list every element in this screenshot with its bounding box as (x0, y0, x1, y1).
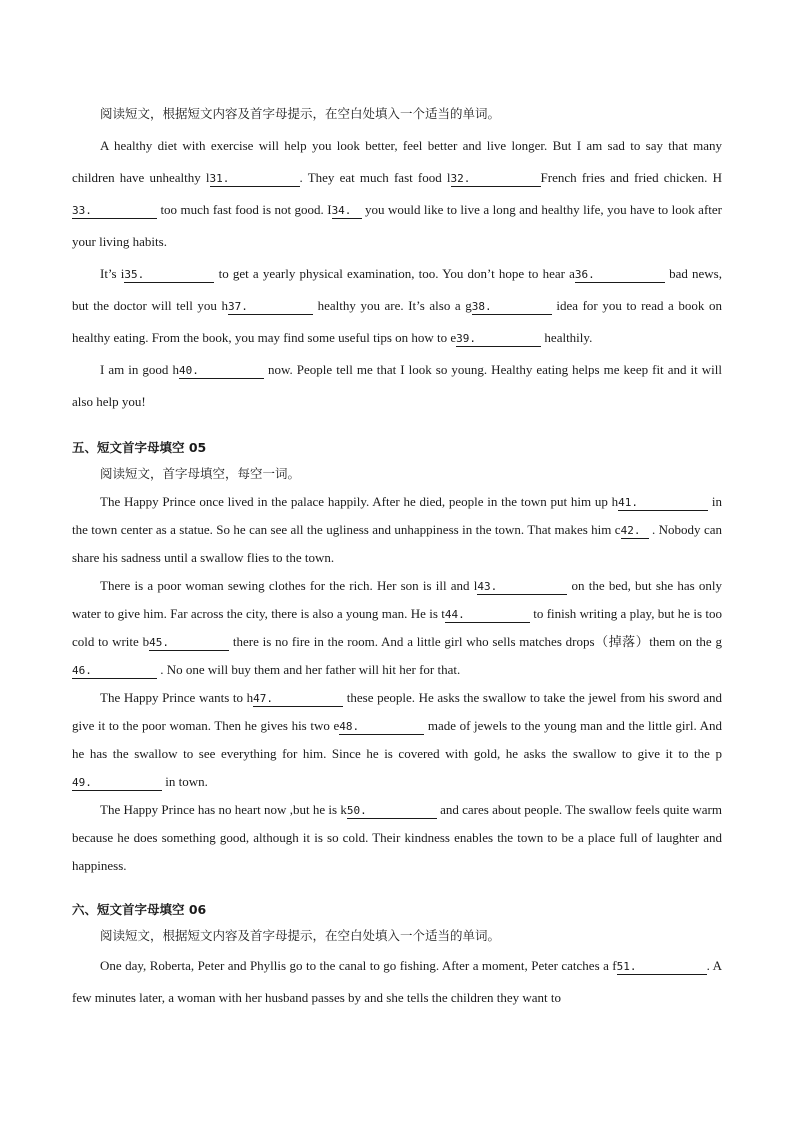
answer-blank-37[interactable]: 37. (228, 300, 313, 315)
passage-text: healthily. (541, 330, 593, 345)
answer-blank-33[interactable]: 33. (72, 204, 157, 219)
answer-blank-39[interactable]: 39. (456, 332, 541, 347)
section-spacer (72, 418, 722, 436)
passage-text: The Happy Prince wants to h (100, 690, 254, 705)
answer-blank-45[interactable]: 45. (149, 636, 229, 651)
section-4-paragraph-1 (72, 130, 722, 258)
section-6-instruction: 阅读短文，根据短文内容及首字母提示，在空白处填入一个适当的单词。 (100, 928, 501, 943)
answer-blank-49[interactable]: 49. (72, 776, 162, 791)
answer-blank-44[interactable]: 44. (445, 608, 530, 623)
answer-blank-48[interactable]: 48. (339, 720, 424, 735)
passage-text: . No one will buy them and her father will hit her for that. (157, 662, 461, 677)
answer-blank-51[interactable]: 51. (617, 960, 707, 975)
answer-blank-43[interactable]: 43. (477, 580, 567, 595)
answer-blank-32[interactable]: 32. (451, 172, 541, 187)
section-4-instruction: 阅读短文，根据短文内容及首字母提示，在空白处填入一个适当的单词。 (100, 106, 501, 121)
passage-text: . A few minutes later, a woman with her husband passes by and she tells the children they want to (72, 958, 722, 1005)
passage-text: French fries and fried chicken. H (540, 170, 722, 185)
section-5-paragraph-2 (72, 572, 722, 684)
passage-text: The Happy Prince once lived in the palace happily. After he died, people in the town put him up h (100, 494, 619, 509)
passage-text: and cares about people. The swallow feels quite warm because he does something good, although it is so cold. Their kindness enables the town to be a place full of laughter and happiness. (72, 802, 722, 873)
section-5-heading: 五、短文首字母填空 05 (72, 440, 207, 455)
section-5-instruction: 阅读短文，首字母填空，每空一词。 (100, 466, 301, 481)
answer-blank-31[interactable]: 31. (210, 172, 300, 187)
answer-blank-46[interactable]: 46. (72, 664, 157, 679)
passage-text: healthy you are. It’s also a g (313, 298, 472, 313)
answer-blank-40[interactable]: 40. (179, 364, 264, 379)
passage-text: The Happy Prince has no heart now ,but he is k (100, 802, 347, 817)
answer-blank-36[interactable]: 36. (575, 268, 665, 283)
answer-blank-34[interactable]: 34. (332, 204, 362, 219)
passage-text: . Nobody can share his sadness until a swallow flies to the town. (72, 522, 722, 565)
answer-blank-41[interactable]: 41. (618, 496, 708, 511)
passage-text: you would like to live a long and healthy life, you have to look after your living habits. (72, 202, 722, 249)
passage-text: I am in good h (100, 362, 179, 377)
document-page (72, 98, 722, 1014)
passage-text: idea for you to read a book on healthy eating. From the book, you may find some useful tips on how to e (72, 298, 722, 345)
passage-text: these people. He asks the swallow to take the jewel from his sword and give it to the poor woman. Then he gives his two e (72, 690, 722, 733)
passage-text: bad news, but the doctor will tell you h (72, 266, 722, 313)
passage-text: There is a poor woman sewing clothes for the rich. Her son is ill and l (100, 578, 478, 593)
passage-text: there is no fire in the room. And a little girl who sells matches drops（掉落）them on the g (229, 634, 722, 649)
passage-text: It’s i (100, 266, 125, 281)
section-4-paragraph-3 (72, 354, 722, 418)
passage-text: . They eat much fast food l (299, 170, 451, 185)
answer-blank-50[interactable]: 50. (347, 804, 437, 819)
passage-text: in the town center as a statue. So he can see all the ugliness and unhappiness in the town. That makes him c (72, 494, 722, 537)
section-6-paragraph-1 (72, 950, 722, 1014)
answer-blank-42[interactable]: 42. (621, 524, 649, 539)
passage-text: too much fast food is not good. I (157, 202, 332, 217)
section-4-paragraph-2 (72, 258, 722, 354)
section-5-paragraph-1 (72, 488, 722, 572)
section-6-heading: 六、短文首字母填空 06 (72, 902, 207, 917)
answer-blank-38[interactable]: 38. (472, 300, 552, 315)
passage-text: made of jewels to the young man and the little girl. And he has the swallow to see everything for him. Since he is covered with gold, he asks the swallow to give it to the p (72, 718, 723, 761)
section-5-paragraph-4 (72, 796, 722, 880)
passage-text: to finish writing a play, but he is too cold to write b (72, 606, 722, 649)
section-5-paragraph-3 (72, 684, 722, 796)
passage-text: now. People tell me that I look so young. Healthy eating helps me keep fit and it will also help you! (72, 362, 722, 409)
passage-text: to get a yearly physical examination, too. You don’t hope to hear a (214, 266, 575, 281)
section-spacer (72, 880, 722, 898)
passage-text: in town. (162, 774, 208, 789)
passage-text: One day, Roberta, Peter and Phyllis go to the canal to go fishing. After a moment, Peter catches a f (100, 958, 617, 973)
passage-text: A healthy diet with exercise will help you look better, feel better and live longer. But I am sad to say that many children have unhealthy l (72, 138, 722, 185)
answer-blank-35[interactable]: 35. (124, 268, 214, 283)
passage-text: on the bed, but she has only water to give him. Far across the city, there is also a young man. He is t (72, 578, 723, 621)
answer-blank-47[interactable]: 47. (253, 692, 343, 707)
